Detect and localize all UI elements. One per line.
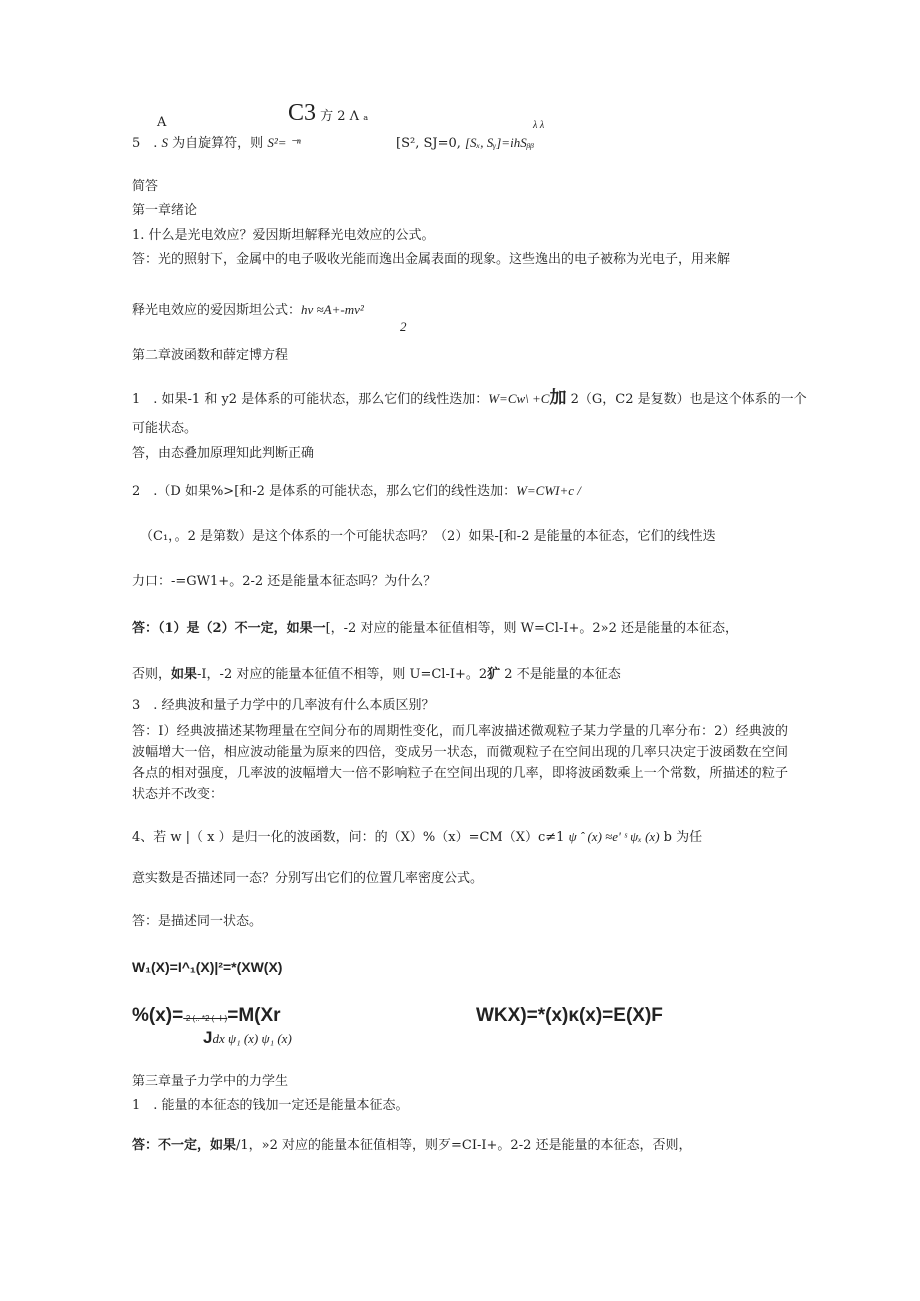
ch3-q1: 1 . 能量的本征态的钱加一定还是能量本征态。 <box>132 1098 409 1113</box>
ch2-a3: 答：I）经典波描述某物理量在空间分布的周期性变化，而几率波描述微观粒子某力学量的几率分布：2）经典波的波幅增大一倍，相应波动能量为原来的四倍，变成另一状态，而微观粒子在空间出现的几率只决定于波函数在空间各点的相对强度，几率波的波幅增大一倍不影响粒子在空间出现的几率，即将波函数乘上一个常数，所描述的粒子状态并不改变： <box>132 724 788 802</box>
section-title: 简答 <box>132 179 159 194</box>
ch2-a2-line2 <box>132 666 621 684</box>
ch2-q2-line3: 力口：-=GW1+。2-2 还是能量本征态吗？为什么？ <box>132 574 437 589</box>
ch3-a1-bold: 答：不一定，如果 <box>132 1138 237 1153</box>
c3-formula <box>288 100 369 126</box>
item5-comm2: [Sₓ, Sᵧ]=ihSᵦᵦ <box>465 135 535 150</box>
item5-line <box>132 134 301 153</box>
ch2-q1-formula: W=Cw\ +C <box>488 391 550 406</box>
eq2-right: =M(Xr <box>227 1005 281 1026</box>
ch2-q1-line1 <box>132 389 807 409</box>
einstein-formula: hv ≈A+-mv² <box>301 302 364 317</box>
ch3-a1-rest: /1，»2 对应的能量本征值相等，则歹=CI-I+。2-2 还是能量的本征态，否则， <box>236 1138 692 1153</box>
ch2-q1-big: 加 <box>549 388 567 408</box>
ch2-q1-line2: 可能状态。 <box>132 421 198 436</box>
ch2-q4-line2: 意实数是否描述同一态？分别写出它们的位置几率密度公式。 <box>132 871 484 886</box>
ch2-title: 第二章波函数和薛定博方程 <box>132 348 289 363</box>
ch2-a2-rest: [，-2 对应的能量本征值相等，则 W=Cl-I+。2»2 还是能量的本征态， <box>325 621 739 636</box>
equation-1: W₁(X)=I^₁(X)|²=*(XW(X) <box>132 959 283 975</box>
equation-3: WKX)=*(x)κ(x)=E(X)F <box>476 1005 663 1026</box>
ch3-a1 <box>132 1137 692 1155</box>
c3-big: C3 <box>288 100 317 126</box>
ch2-a2-line1 <box>132 620 738 638</box>
ch2-a2-mid: -I，-2 对应的能量本征值不相等，则 U=Cl-I+。2 <box>197 667 488 682</box>
item5-s: S <box>161 135 169 150</box>
eq2-denominator-rest: dx ψ₁ (x) ψ₁ (x) <box>212 1031 292 1046</box>
ch2-q4-pre: 4、若 w |（ x ）是归一化的波函数，问：的（X）%（x）=CM（X）c≠1 <box>132 830 569 845</box>
ch2-q1-post: 2（G，C2 是复数）也是这个体系的一个 <box>566 392 807 407</box>
item5-comm1: [S², SJ=0, <box>396 136 465 151</box>
ch1-q1: 1. 什么是光电效应？爱因斯坦解释光电效应的公式。 <box>132 228 435 243</box>
item5-formula: S²= ⁻ⁿ <box>267 135 301 150</box>
ch2-a2-bold: 答：（1）是（2）不一定，如果一 <box>132 621 326 636</box>
ch3-title: 第三章量子力学中的力学生 <box>132 1074 289 1089</box>
item5-text: 为自旋算符，则 <box>168 136 268 151</box>
ch2-q2-line2: （C₁，。2 是第数）是这个体系的一个可能状态吗？（2）如果-[和-2 是能量的本征态，它们的线性迭 <box>140 529 716 544</box>
eq2-left: %(x)= <box>132 1005 184 1026</box>
eq2-small: ·2 (.. *2 (··I·) <box>183 1014 228 1023</box>
ch2-a2-glyph: 犷 <box>487 667 501 682</box>
item5-commutator <box>396 134 534 153</box>
equation-2 <box>132 1004 281 1031</box>
item5-prefix: 5 . <box>132 136 162 151</box>
ch2-q3: 3 . 经典波和量子力学中的几率波有什么本质区别？ <box>132 698 435 713</box>
ch2-q4-line1 <box>132 828 702 847</box>
c3-rest: 方 2 Λ ₐ <box>316 109 369 124</box>
label-a: A <box>157 115 167 130</box>
equation-2-denominator <box>203 1029 292 1049</box>
ch1-a1-text: 释光电效应的爱因斯坦公式： <box>132 303 302 318</box>
ch2-a2-end: 2 不是能量的本征态 <box>500 667 621 682</box>
einstein-denominator: 2 <box>400 319 407 334</box>
ch2-q2-line1 <box>132 482 581 501</box>
ch2-q1-pre: 1 . 如果-1 和 y2 是体系的可能状态，那么它们的线性迭加： <box>132 392 489 407</box>
ch2-q2-pre: 2 .（D 如果%>[和-2 是体系的可能状态，那么它们的线性迭加： <box>132 484 517 499</box>
ch2-q4-post: b 为任 <box>659 830 703 845</box>
ch2-a2-otherwise: 否则， <box>132 667 172 682</box>
ch2-a2-if: 如果 <box>171 667 198 682</box>
ch1-title: 第一章绪论 <box>132 203 198 218</box>
ch2-q4-formula: ψ ˆ (x) ≈e' ˢ ψₓ (x) <box>568 829 660 844</box>
ch1-a1-line1: 答：光的照射下，金属中的电子吸收光能而逸出金属表面的现象。这些逸出的电子被称为光电子，用来解 <box>132 252 731 267</box>
ch1-a1-line2 <box>132 301 364 320</box>
ch2-a1: 答，由态叠加原理知此判断正确 <box>132 446 315 461</box>
ch2-a4: 答：是描述同一状态。 <box>132 914 263 929</box>
ch2-q2-formula: W=CWI+c / <box>516 483 581 498</box>
lambda-pair: λ λ <box>533 120 545 131</box>
eq2-j: J <box>203 1028 213 1047</box>
